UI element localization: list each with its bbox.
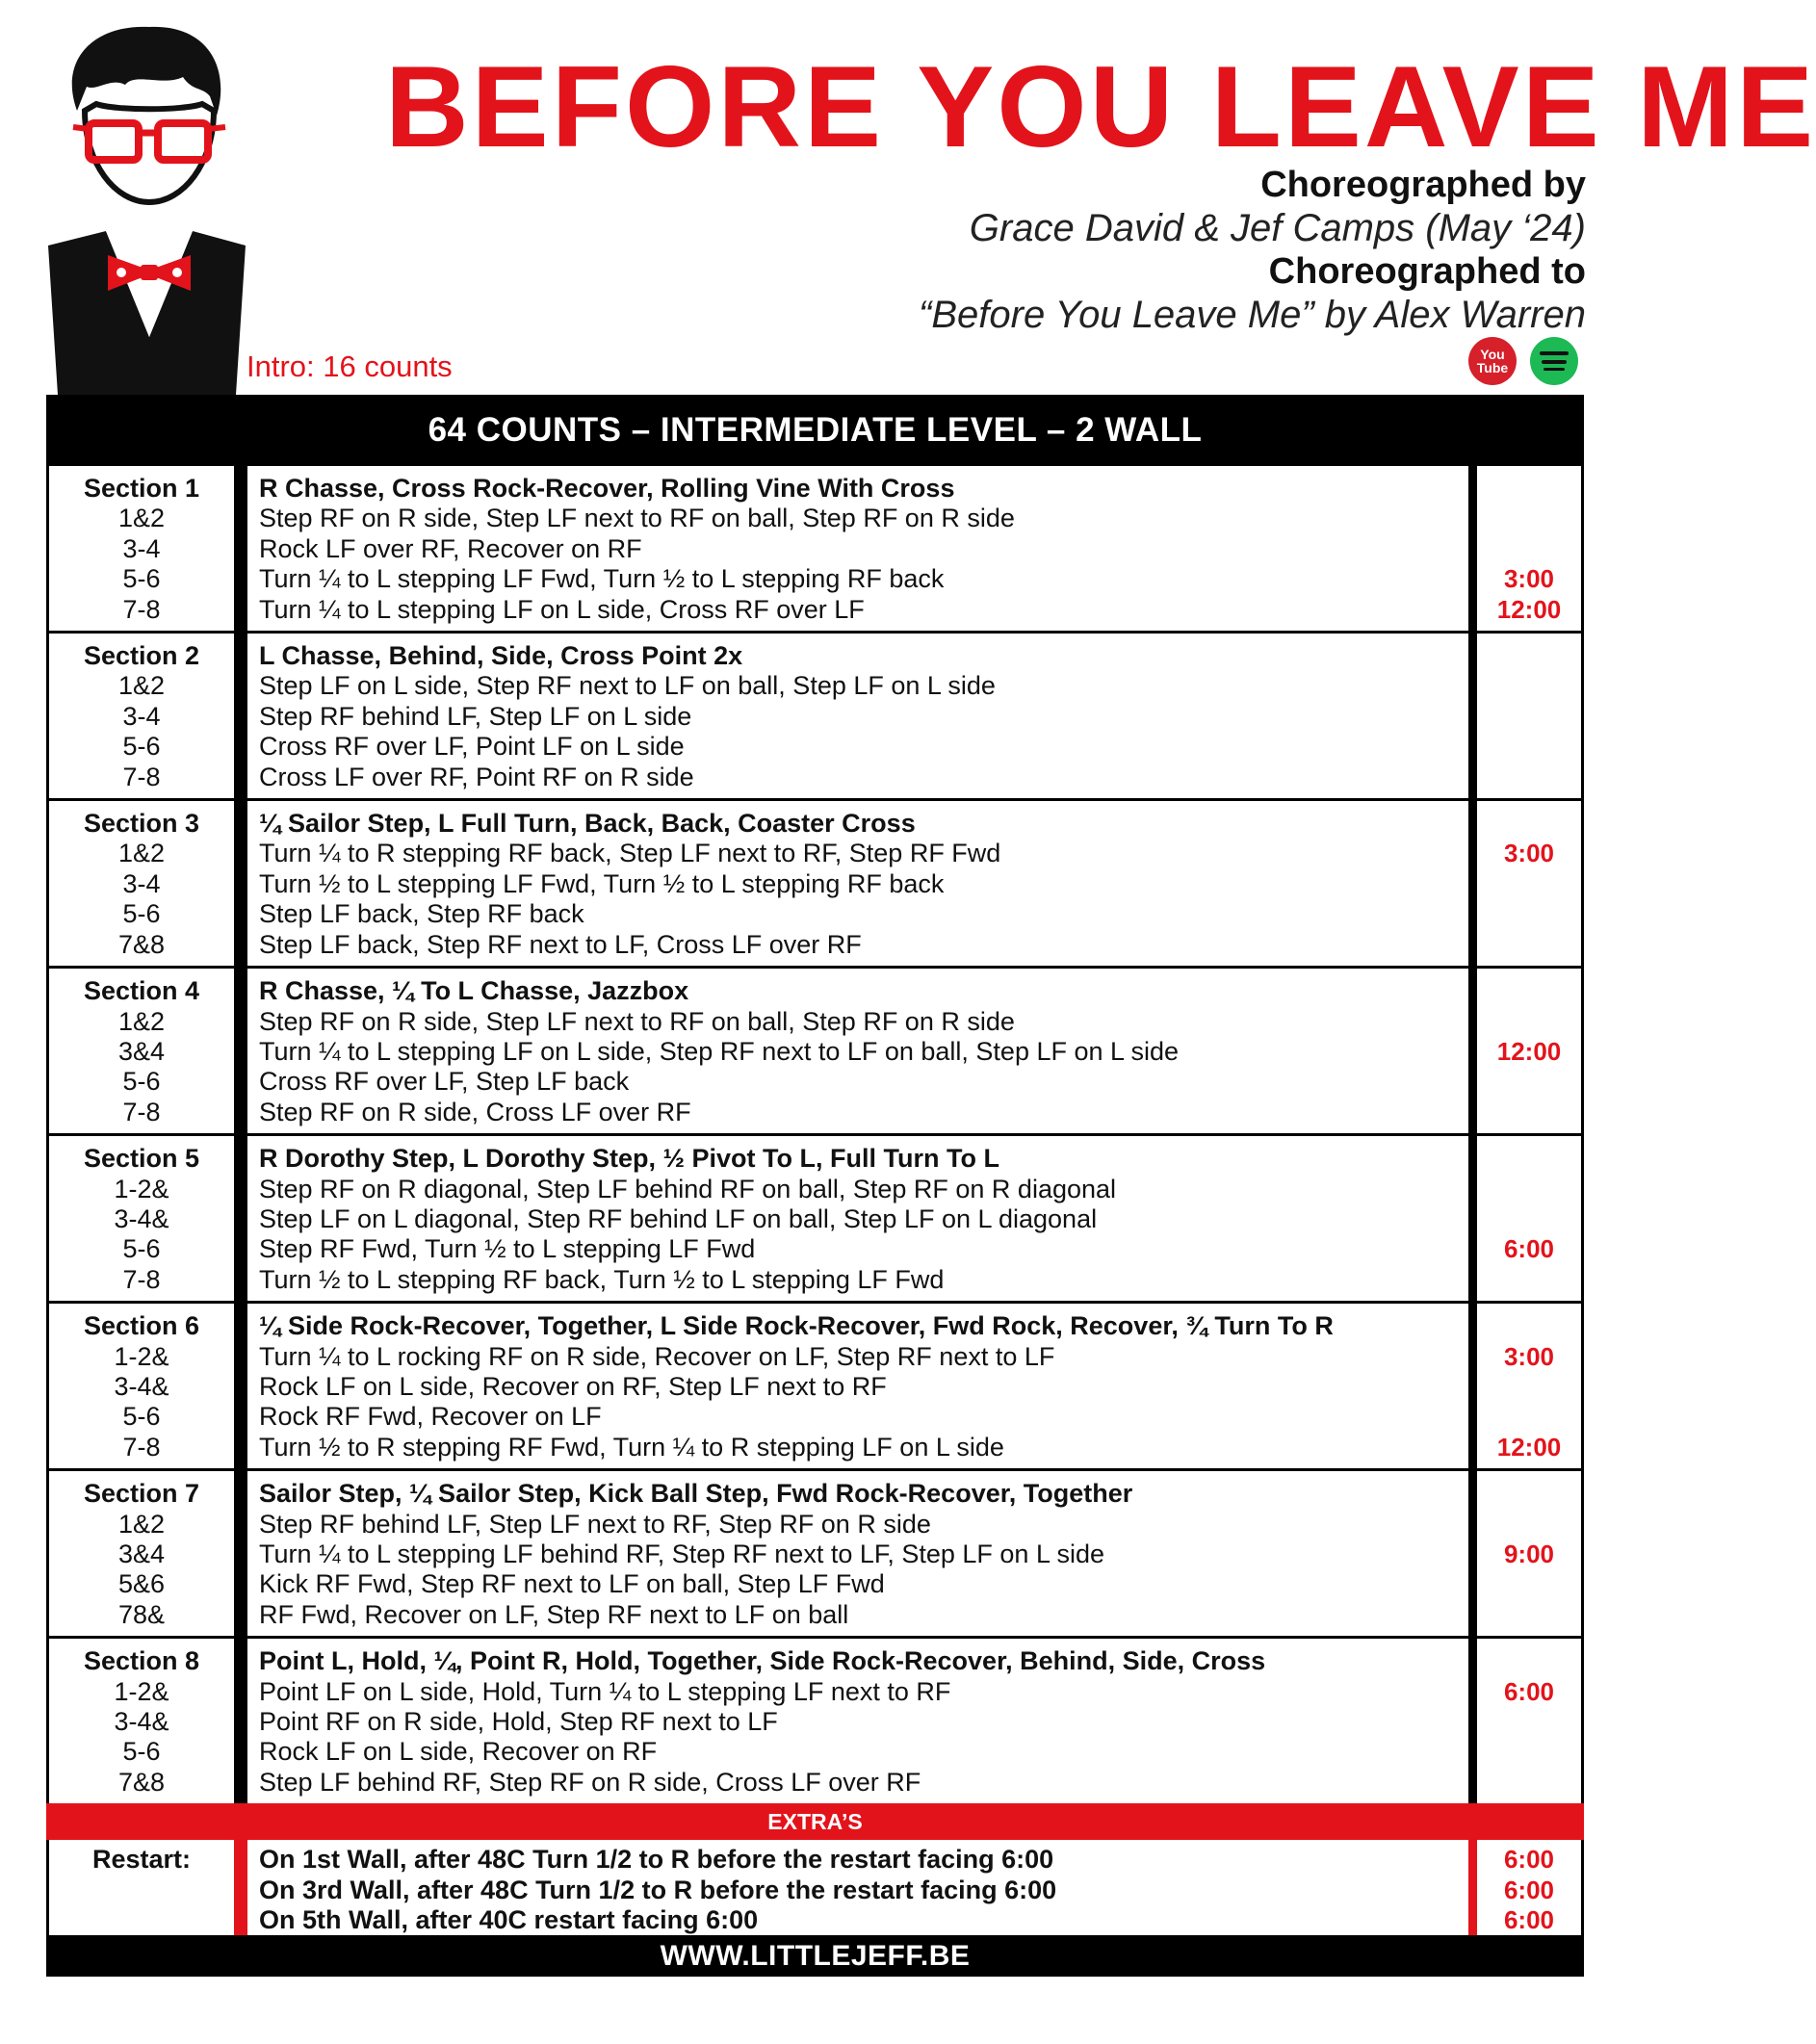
section-title: R Dorothy Step, L Dorothy Step, ½ Pivot To L, Full Turn To L: [259, 1144, 999, 1174]
step-count: 3-4&: [114, 1203, 169, 1233]
step-count: 1-2&: [114, 1341, 169, 1371]
restart-note: On 5th Wall, after 40C restart facing 6:00: [259, 1905, 759, 1935]
step-description: RF Fwd, Recover on LF, Step RF next to LF on ball: [259, 1599, 849, 1629]
step-description: Step LF back, Step RF next to LF, Cross LF over RF: [259, 929, 862, 959]
wall-facing: [1477, 899, 1581, 929]
step-count: 3-4&: [114, 1707, 169, 1737]
logo-face: [85, 104, 214, 202]
step-description: Turn ¼ to L stepping LF Fwd, Turn ½ to L stepping RF back: [259, 564, 945, 594]
wall-facing: [1477, 702, 1581, 732]
wall-facing: [1477, 1265, 1581, 1295]
choreographed-to-label: Choreographed to: [1268, 251, 1586, 292]
wall-facing: 12:00: [1496, 1432, 1562, 1462]
section-name: Section 4: [83, 976, 200, 1006]
step-count: 5-6: [122, 1067, 161, 1097]
step-count: 1-2&: [114, 1676, 169, 1706]
dance-title: BEFORE YOU LEAVE ME: [385, 42, 1816, 171]
section-name: Section 5: [83, 1144, 200, 1174]
section-title: Sailor Step, ¼ Sailor Step, Kick Ball Step, Fwd Rock-Recover, Together: [259, 1479, 1133, 1509]
section-row: [48, 968, 1583, 1135]
step-description: Step RF on R side, Cross LF over RF: [259, 1097, 691, 1126]
section-title: R Chasse, Cross Rock-Recover, Rolling Vine With Cross: [259, 474, 955, 503]
step-description: Turn ¼ to L stepping LF on L side, Step RF next to LF on ball, Step LF on L side: [259, 1036, 1180, 1066]
step-description: Rock RF Fwd, Recover on LF: [259, 1402, 602, 1432]
step-description: Rock LF on L side, Recover on RF: [259, 1737, 658, 1767]
step-description: Step LF on L diagonal, Step RF behind LF on ball, Step LF on L diagonal: [259, 1203, 1098, 1233]
step-description: Step RF behind LF, Step LF next to RF, Step RF on R side: [259, 1509, 931, 1539]
intro-counts: Intro: 16 counts: [246, 349, 453, 383]
wall-facing: [1477, 1098, 1581, 1127]
wall-facing: [1477, 1402, 1581, 1432]
extras-banner: EXTRA’S: [46, 1803, 1584, 1840]
step-count: 5-6: [122, 1737, 161, 1767]
level-banner: 64 COUNTS – INTERMEDIATE LEVEL – 2 WALL: [46, 395, 1584, 466]
step-count: 5-6: [122, 732, 161, 762]
step-count: 7-8: [122, 1432, 161, 1462]
credits: [623, 164, 1586, 337]
wall-facing: [1477, 869, 1581, 899]
step-count: 1-2&: [114, 1174, 169, 1203]
wall-facing: [1477, 1768, 1581, 1798]
step-description: Cross RF over LF, Step LF back: [259, 1067, 630, 1097]
step-count: 3-4&: [114, 1371, 169, 1401]
step-description: Step RF Fwd, Turn ½ to L stepping LF Fwd: [259, 1234, 756, 1264]
wall-facing: [1477, 732, 1581, 762]
step-count: 5&6: [117, 1569, 166, 1599]
section-title: ¼ Sailor Step, L Full Turn, Back, Back, Coaster Cross: [259, 809, 916, 839]
wall-facing: [1477, 1372, 1581, 1402]
choreographed-by-label: Choreographed by: [1260, 165, 1586, 205]
wall-facing: 12:00: [1496, 1036, 1562, 1066]
section-name: Section 7: [83, 1479, 200, 1509]
section-row: [48, 1135, 1583, 1303]
littlejeff-logo: [39, 19, 260, 395]
restart-label: Restart:: [48, 1840, 235, 1935]
step-count: 5-6: [122, 564, 161, 594]
step-description: Kick RF Fwd, Step RF next to LF on ball, Step LF Fwd: [259, 1569, 885, 1599]
restart-wall-facing: 6:00: [1503, 1845, 1555, 1875]
step-count: 7-8: [122, 594, 161, 624]
section-row: [48, 1303, 1583, 1470]
restart-note: On 1st Wall, after 48C Turn 1/2 to R before the restart facing 6:00: [259, 1845, 1054, 1875]
step-description: Cross LF over RF, Point RF on R side: [259, 762, 694, 791]
step-description: Step RF on R side, Step LF next to RF on ball, Step RF on R side: [259, 1006, 1015, 1036]
section-row: [48, 1638, 1583, 1804]
wall-facing: [1477, 930, 1581, 960]
section-name: Section 1: [83, 474, 200, 503]
step-count: 5-6: [122, 1234, 161, 1264]
step-description: Turn ½ to L stepping LF Fwd, Turn ½ to L stepping RF back: [259, 868, 945, 898]
youtube-icon[interactable]: You Tube: [1468, 337, 1517, 385]
section-title: ¼ Side Rock-Recover, Together, L Side Rock-Recover, Fwd Rock, Recover, ¾ Turn To R: [259, 1311, 1334, 1341]
step-count: 3-4: [122, 533, 161, 563]
steps-table: [46, 466, 1584, 1803]
section-row: [48, 633, 1583, 800]
step-description: Step LF on L side, Step RF next to LF on ball, Step LF on L side: [259, 671, 996, 701]
section-name: Section 8: [83, 1646, 200, 1676]
choreographers: Grace David & Jef Camps (May ‘24): [969, 207, 1586, 249]
step-count: 3&4: [117, 1036, 166, 1066]
step-count: 7-8: [122, 1097, 161, 1126]
step-description: Turn ¼ to R stepping RF back, Step LF next to RF, Step RF Fwd: [259, 839, 1001, 868]
section-name: Section 3: [83, 809, 200, 839]
wall-facing: [1477, 504, 1581, 533]
restart-wall-facing: 6:00: [1503, 1905, 1555, 1935]
wall-facing: 3:00: [1503, 1341, 1555, 1371]
wall-facing: 6:00: [1503, 1676, 1555, 1706]
step-description: Turn ½ to R stepping RF Fwd, Turn ¼ to R stepping LF on L side: [259, 1432, 1004, 1462]
step-description: Step RF on R diagonal, Step LF behind RF on ball, Step RF on R diagonal: [259, 1174, 1117, 1203]
wall-facing: [1477, 1707, 1581, 1737]
website-link[interactable]: WWW.LITTLEJEFF.BE: [46, 1935, 1584, 1977]
step-description: Point RF on R side, Hold, Step RF next to LF: [259, 1707, 778, 1737]
step-description: Rock LF over RF, Recover on RF: [259, 533, 642, 563]
step-count: 3-4: [122, 701, 161, 731]
step-count: 7&8: [117, 1767, 166, 1797]
step-description: Turn ½ to L stepping RF back, Turn ½ to L stepping LF Fwd: [259, 1264, 945, 1294]
wall-facing: 6:00: [1503, 1234, 1555, 1264]
step-description: Turn ¼ to L rocking RF on R side, Recover on LF, Step RF next to LF: [259, 1341, 1055, 1371]
section-title: R Chasse, ¼ To L Chasse, Jazzbox: [259, 976, 689, 1006]
step-count: 7-8: [122, 762, 161, 791]
wall-facing: [1477, 1204, 1581, 1234]
step-description: Step LF behind RF, Step RF on R side, Cross LF over RF: [259, 1767, 921, 1797]
step-sheet: [46, 395, 1584, 1977]
step-count: 7&8: [117, 929, 166, 959]
section-row: [48, 800, 1583, 968]
step-count: 5-6: [122, 1402, 161, 1432]
extras-table: [46, 1840, 1584, 1935]
step-count: 3-4: [122, 868, 161, 898]
step-count: 7-8: [122, 1264, 161, 1294]
step-count: 3&4: [117, 1539, 166, 1568]
wall-facing: [1477, 1737, 1581, 1767]
spotify-icon[interactable]: [1530, 337, 1578, 385]
music-credit: “Before You Leave Me” by Alex Warren: [919, 294, 1586, 336]
wall-facing: [1477, 534, 1581, 564]
step-description: Rock LF on L side, Recover on RF, Step LF next to RF: [259, 1371, 887, 1401]
step-description: Step RF on R side, Step LF next to RF on ball, Step RF on R side: [259, 504, 1015, 533]
restart-wall-facing: 6:00: [1503, 1875, 1555, 1904]
section-title: L Chasse, Behind, Side, Cross Point 2x: [259, 641, 743, 671]
step-description: Step RF behind LF, Step LF on L side: [259, 701, 692, 731]
step-count: 1&2: [117, 1006, 166, 1036]
wall-facing: [1477, 1569, 1581, 1599]
music-links: [1468, 337, 1578, 385]
section-name: Section 6: [83, 1311, 200, 1341]
step-count: 1&2: [117, 839, 166, 868]
wall-facing: [1477, 763, 1581, 792]
step-count: 5-6: [122, 899, 161, 929]
section-row: [48, 1470, 1583, 1638]
step-count: 1&2: [117, 1509, 166, 1539]
step-description: Point LF on L side, Hold, Turn ¼ to L stepping LF next to RF: [259, 1676, 951, 1706]
wall-facing: [1477, 1007, 1581, 1037]
wall-facing: 12:00: [1496, 594, 1562, 624]
section-title: Point L, Hold, ¼, Point R, Hold, Together, Side Rock-Recover, Behind, Side, Cross: [259, 1646, 1266, 1676]
wall-facing: 9:00: [1503, 1539, 1555, 1568]
wall-facing: [1477, 1067, 1581, 1097]
wall-facing: 3:00: [1503, 564, 1555, 594]
step-description: Cross RF over LF, Point LF on L side: [259, 732, 685, 762]
section-name: Section 2: [83, 641, 200, 671]
step-description: Turn ¼ to L stepping LF on L side, Cross RF over LF: [259, 594, 865, 624]
restart-note: On 3rd Wall, after 48C Turn 1/2 to R before the restart facing 6:00: [259, 1875, 1057, 1904]
section-row: [48, 466, 1583, 633]
step-count: 1&2: [117, 671, 166, 701]
step-description: Turn ¼ to L stepping LF behind RF, Step RF next to LF, Step LF on L side: [259, 1539, 1104, 1568]
wall-facing: [1477, 671, 1581, 701]
wall-facing: [1477, 1510, 1581, 1539]
step-count: 1&2: [117, 504, 166, 533]
step-description: Step LF back, Step RF back: [259, 899, 584, 929]
wall-facing: [1477, 1175, 1581, 1204]
wall-facing: 3:00: [1503, 839, 1555, 868]
wall-facing: [1477, 1600, 1581, 1630]
step-count: 78&: [117, 1599, 166, 1629]
